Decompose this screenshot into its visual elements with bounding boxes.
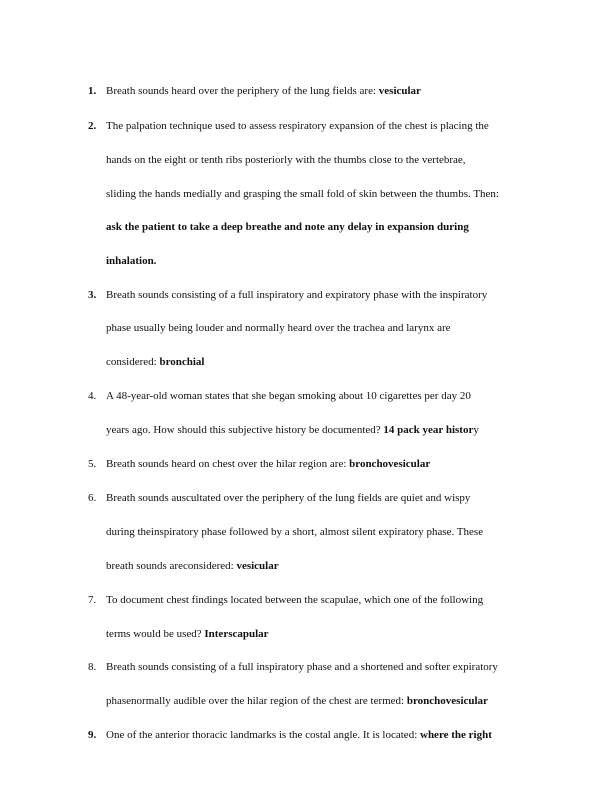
question-line — [106, 84, 421, 98]
question-line — [106, 728, 492, 742]
question-text: One of the anterior thoracic landmarks is the costal angle. It is located: — [106, 729, 418, 741]
question-line: Breath sounds auscultated over the periphery of the lung fields are quiet and wispy — [106, 492, 471, 504]
answer-text: inhalation. — [106, 255, 157, 267]
question-text: breath sounds areconsidered: — [106, 560, 234, 572]
answer-text: vesicular — [378, 85, 421, 97]
question-number: 5. — [88, 458, 97, 470]
question-number: 8. — [88, 661, 97, 673]
answer-text: bronchial — [159, 356, 205, 368]
answer-text: bronchovesicular — [406, 695, 488, 707]
question-text: phasenormally audible over the hilar region of the chest are termed: — [106, 695, 405, 707]
answer-text: bronchovesicular — [349, 458, 431, 470]
question-number: 4. — [88, 390, 97, 402]
question-number: 3. — [88, 289, 97, 301]
answer-text: Interscapular — [204, 628, 269, 640]
answer-text: vesicular — [236, 560, 279, 572]
question-line: The palpation technique used to assess respiratory expansion of the chest is placing the — [106, 120, 489, 132]
answer-tail: y — [473, 424, 479, 436]
question-line: To document chest findings located between the scapulae, which one of the following — [106, 594, 484, 606]
question-number: 1. — [88, 85, 97, 97]
answer-text: 14 pack year histor — [383, 424, 474, 436]
question-line: Breath sounds consisting of a full inspiratory phase and a shortened and softer expiratory — [106, 661, 498, 673]
question-line: Breath sounds consisting of a full inspiratory and expiratory phase with the inspiratory — [106, 289, 488, 301]
question-number: 7. — [88, 594, 97, 606]
question-number: 6. — [88, 492, 97, 504]
question-text: considered: — [106, 356, 157, 368]
question-line: hands on the eight or tenth ribs posteriorly with the thumbs close to the vertebrae, — [106, 154, 466, 166]
question-line: during theinspiratory phase followed by a short, almost silent expiratory phase. These — [106, 526, 484, 538]
question-text: terms would be used? — [106, 628, 202, 640]
answer-text: ask the patient to take a deep breathe and note any delay in expansion during — [106, 221, 469, 233]
question-line — [106, 423, 479, 437]
question-line — [106, 694, 488, 708]
question-number: 2. — [88, 120, 97, 132]
question-line — [106, 457, 430, 471]
question-line: A 48-year-old woman states that she began smoking about 10 cigarettes per day 20 — [106, 390, 471, 402]
question-line: phase usually being louder and normally heard over the trachea and larynx are — [106, 322, 451, 334]
question-text: Breath sounds heard on chest over the hilar region are: — [106, 458, 347, 470]
question-line — [106, 355, 204, 369]
question-line — [106, 627, 269, 641]
question-number: 9. — [88, 729, 97, 741]
answer-text: where the right — [420, 729, 492, 741]
question-line: sliding the hands medially and grasping the small fold of skin between the thumbs. Then: — [106, 188, 499, 200]
question-text: years ago. How should this subjective history be documented? — [106, 424, 381, 436]
question-line — [106, 559, 279, 573]
question-text: Breath sounds heard over the periphery of the lung fields are: — [106, 85, 377, 97]
